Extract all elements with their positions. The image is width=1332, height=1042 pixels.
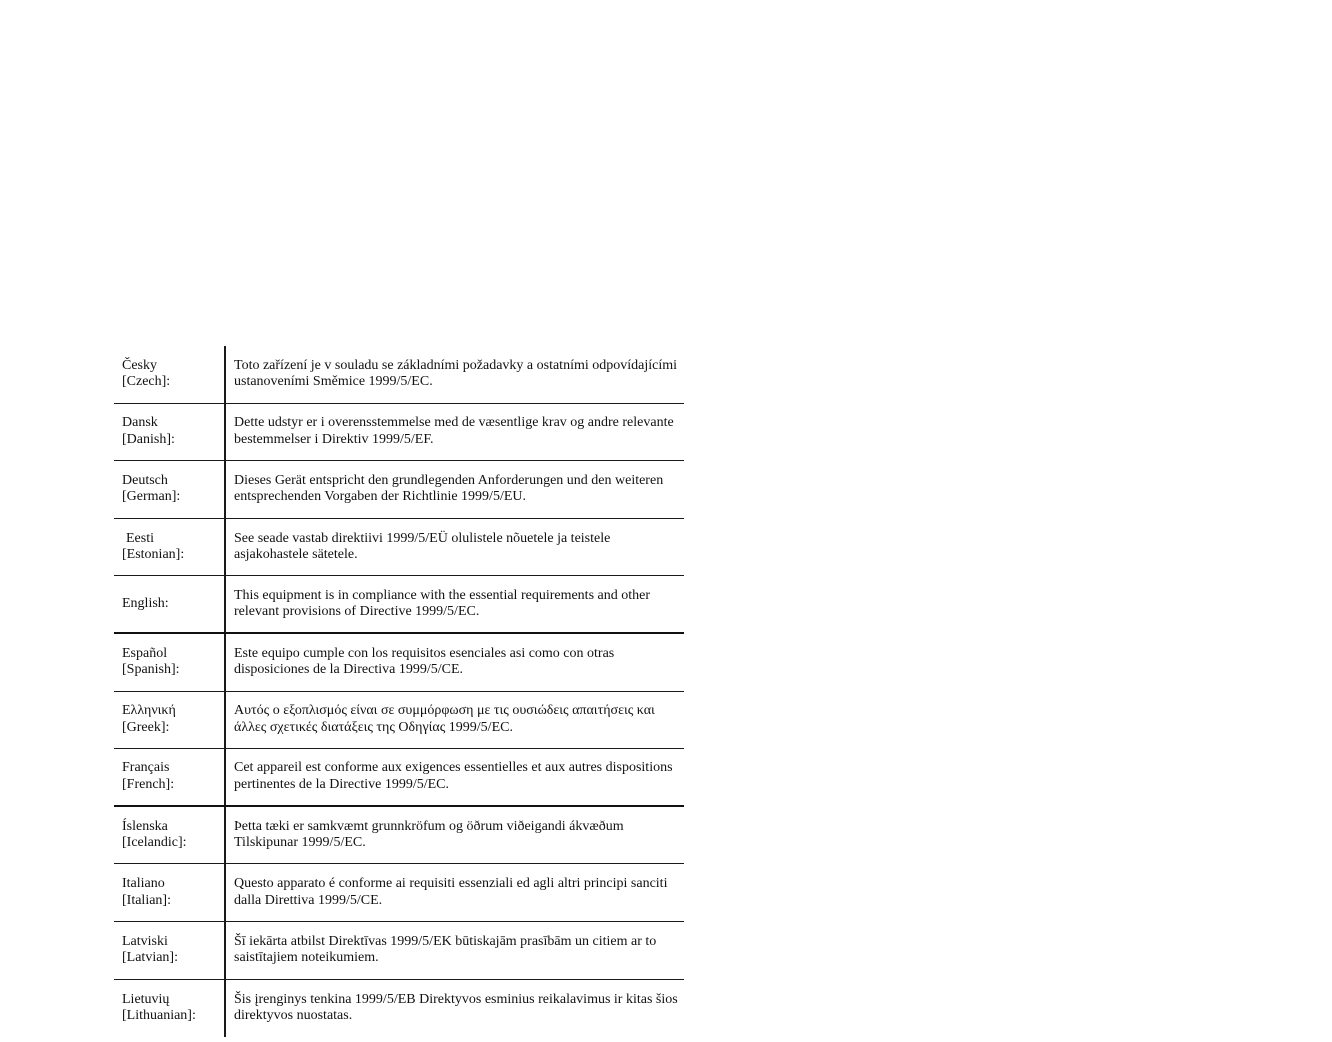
language-name: Deutsch [122, 472, 168, 488]
declaration-cell [226, 864, 684, 921]
language-cell [114, 576, 226, 632]
declaration-text: Þetta tæki er samkvæmt grunnkröfum og öðrum viðeigandi ákvæðum Tilskipunar 1999/5/EC. [234, 818, 624, 851]
declaration-text: Questo apparato é conforme ai requisiti essenziali ed agli altri principi sanciti dalla Direttiva 1999/5/CE. [234, 876, 668, 908]
language-cell [114, 922, 226, 979]
language-english-name: [Italian]: [122, 892, 171, 908]
declaration-text: See seade vastab direktiivi 1999/5/EÜ olulistele nõuetele ja teistele asjakohastele sätetele. [234, 530, 611, 563]
declaration-cell [226, 980, 684, 1038]
declaration-text: Toto zařízení je v souladu se základními požadavky a ostatními odpovídajícími ustanoveními Směmice 1999/5/EC. [234, 357, 678, 390]
language-cell [114, 749, 226, 805]
language-cell [114, 634, 226, 691]
declaration-text: Šis įrenginys tenkina 1999/5/EB Direktyvos esminius reikalavimus ir kitas šios direktyvos nuostatas. [234, 991, 678, 1024]
declaration-cell [226, 922, 684, 979]
table-row [114, 519, 684, 577]
table-row [114, 749, 684, 807]
table-row [114, 404, 684, 462]
language-cell [114, 346, 226, 403]
language-name: Dansk [122, 415, 158, 431]
declaration-cell [226, 807, 684, 864]
declaration-text: Αυτός ο εξοπλισμός είναι σε συμμόρφωση με τις ουσιώδεις απαιτήσεις και άλλες σχετικές διατάξεις της Οδηγίας 1999/5/EC. [234, 703, 655, 735]
declaration-cell [226, 461, 684, 518]
table-row [114, 922, 684, 980]
language-name: English: [122, 595, 169, 611]
declaration-cell [226, 576, 684, 632]
language-cell [114, 980, 226, 1038]
language-cell [114, 404, 226, 461]
language-english-name: [Latvian]: [122, 950, 178, 966]
language-english-name: [Icelandic]: [122, 835, 187, 851]
language-english-name: [Estonian]: [122, 547, 185, 563]
language-name: Ελληνική [122, 703, 176, 719]
language-name: Français [122, 760, 170, 776]
table-row [114, 634, 684, 692]
compliance-table [114, 346, 684, 1037]
table-row [114, 980, 684, 1038]
language-english-name: [Czech]: [122, 374, 171, 390]
language-english-name: [Greek]: [122, 719, 170, 735]
table-row [114, 576, 684, 634]
declaration-cell [226, 346, 684, 403]
declaration-cell [226, 519, 684, 576]
language-name: Íslenska [122, 818, 168, 834]
declaration-cell [226, 749, 684, 805]
declaration-text: This equipment is in compliance with the essential requirements and other relevant provisions of Directive 1999/5/EC. [234, 587, 651, 620]
table-row [114, 864, 684, 922]
declaration-cell [226, 404, 684, 461]
language-cell [114, 461, 226, 518]
declaration-cell [226, 634, 684, 691]
language-cell [114, 692, 226, 749]
table-row [114, 346, 684, 404]
declaration-text: Dette udstyr er i overensstemmelse med de væsentlige krav og andre relevante bestemmelser i Direktiv 1999/5/EF. [234, 415, 674, 447]
language-english-name: [French]: [122, 776, 175, 792]
language-name: Latviski [122, 933, 168, 949]
language-cell [114, 864, 226, 921]
declaration-cell [226, 692, 684, 749]
language-cell [114, 807, 226, 864]
language-english-name: [Lithuanian]: [122, 1008, 196, 1024]
table-row [114, 807, 684, 865]
language-name: Česky [122, 357, 157, 373]
declaration-text: Este equipo cumple con los requisitos esenciales asi como con otras disposiciones de la Directiva 1999/5/CE. [234, 645, 615, 678]
declaration-text: Dieses Gerät entspricht den grundlegenden Anforderungen und den weiteren entsprechenden Vorgaben der Richtlinie 1999/5/EU. [234, 472, 664, 505]
language-name: Eesti [126, 530, 154, 546]
language-english-name: [Spanish]: [122, 662, 180, 678]
declaration-text: Cet appareil est conforme aux exigences essentielles et aux autres dispositions pertinentes de la Directive 1999/5/EC. [234, 760, 673, 792]
table-row [114, 692, 684, 750]
language-english-name: [German]: [122, 489, 181, 505]
language-english-name: [Danish]: [122, 431, 175, 447]
table-row [114, 461, 684, 519]
language-name: Español [122, 645, 168, 661]
language-name: Lietuvių [122, 991, 170, 1007]
language-cell [114, 519, 226, 576]
declaration-text: Šī iekārta atbilst Direktīvas 1999/5/EK būtiskajām prasībām un citiem ar to saistītajiem noteikumiem. [234, 933, 657, 966]
language-name: Italiano [122, 876, 165, 892]
